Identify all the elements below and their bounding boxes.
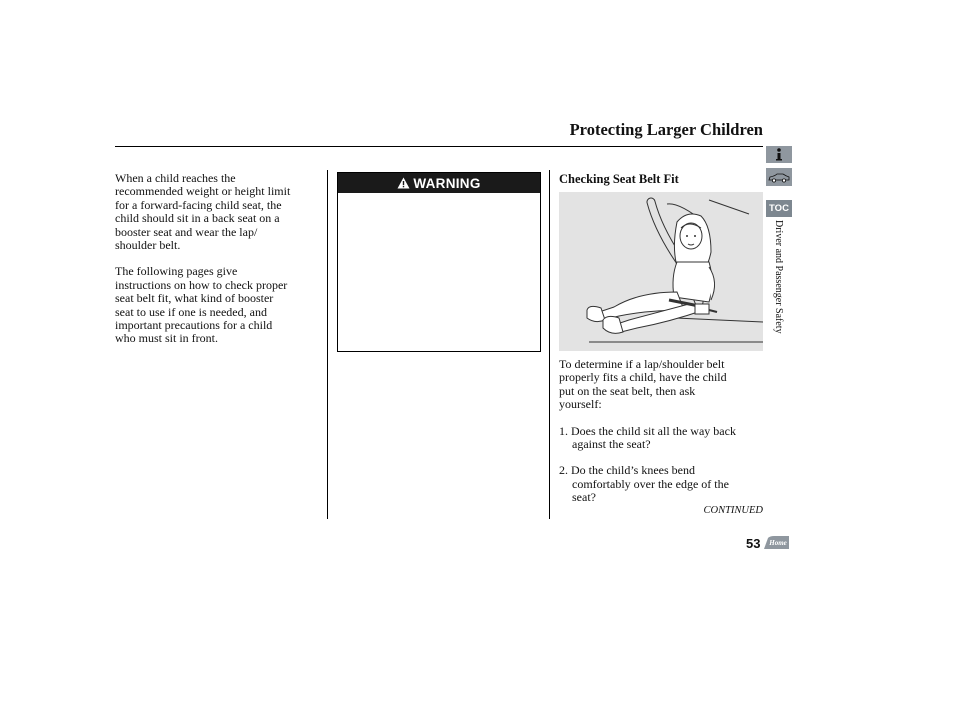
column-divider-left xyxy=(327,170,328,519)
text-line: The following pages give xyxy=(115,264,238,279)
text-line: To determine if a lap/shoulder belt xyxy=(559,357,725,371)
title-rule xyxy=(115,146,763,147)
section-tab-label[interactable]: Driver and Passenger Safety xyxy=(773,220,784,334)
page-number: 53 xyxy=(746,536,761,551)
home-label: Home xyxy=(769,539,787,547)
right-column-text xyxy=(559,358,763,505)
text-line: important precautions for a child xyxy=(115,318,273,333)
text-line: comfortably over the edge of the xyxy=(572,476,729,491)
text-line xyxy=(559,464,763,477)
intro-paragraph xyxy=(559,358,763,412)
left-column xyxy=(115,172,321,346)
list-text: Does the child sit all the way back xyxy=(571,423,736,438)
list-item xyxy=(559,464,763,504)
car-icon xyxy=(768,172,790,183)
page-title: Protecting Larger Children xyxy=(569,120,763,139)
home-icon xyxy=(762,535,791,550)
warning-triangle-icon xyxy=(397,177,410,189)
text-line: who must sit in front. xyxy=(115,331,219,346)
text-line: seat to use if one is needed, and xyxy=(115,304,267,319)
car-tab[interactable] xyxy=(766,168,792,186)
text-line xyxy=(559,425,763,438)
list-text: Do the child’s knees bend xyxy=(571,463,695,478)
child-seat-belt-illustration xyxy=(559,192,763,351)
section-heading: Checking Seat Belt Fit xyxy=(559,172,679,186)
text-line: instructions on how to check proper xyxy=(115,277,288,292)
text-line: yourself: xyxy=(559,397,602,412)
text-line: booster seat and wear the lap/ xyxy=(115,224,258,239)
text-line: recommended weight or height limit xyxy=(115,184,291,199)
warning-label: WARNING xyxy=(413,175,481,191)
column-divider-right xyxy=(549,170,550,519)
paragraph-2 xyxy=(115,265,321,345)
toc-tab[interactable] xyxy=(766,200,792,217)
text-line: shoulder belt. xyxy=(115,238,181,253)
continued-label: CONTINUED xyxy=(703,505,763,516)
info-tab[interactable] xyxy=(766,146,792,163)
text-line: When a child reaches the xyxy=(115,171,236,185)
text-line: child should sit in a back seat on a xyxy=(115,211,280,226)
text-line: properly fits a child, have the child xyxy=(559,370,727,385)
text-line: seat belt fit, what kind of booster xyxy=(115,291,274,306)
info-icon xyxy=(774,148,784,161)
warning-header xyxy=(338,173,540,193)
warning-box xyxy=(337,172,541,352)
list-number: 1. xyxy=(559,423,568,438)
toc-label: TOC xyxy=(769,203,789,214)
text-line: put on the seat belt, then ask xyxy=(559,383,696,398)
list-item xyxy=(559,425,763,452)
paragraph-1 xyxy=(115,172,321,252)
text-line: seat? xyxy=(572,490,596,505)
text-line: against the seat? xyxy=(572,437,651,452)
list-number: 2. xyxy=(559,463,568,478)
home-button[interactable] xyxy=(762,535,791,550)
text-line: for a forward-facing child seat, the xyxy=(115,197,282,212)
